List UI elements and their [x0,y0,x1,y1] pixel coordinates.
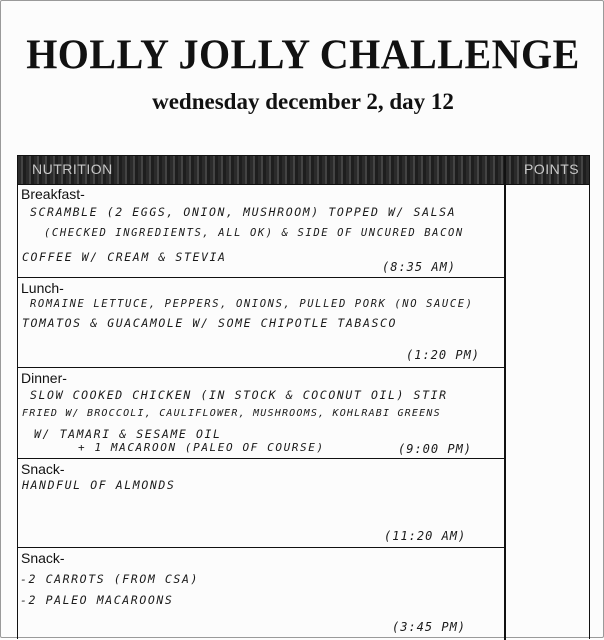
meal-line: W/ TAMARI & SESAME OIL [34,427,222,441]
meal-time: (3:45 PM) [392,620,467,634]
meal-row-dinner [18,368,505,459]
meal-time: (1:20 PM) [406,348,481,362]
meal-time: (9:00 PM) [398,442,473,456]
header-points: POINTS [524,161,580,177]
meal-time: (11:20 AM) [384,529,467,543]
meal-line: SLOW COOKED CHICKEN (IN STOCK & COCONUT OIL) STIR [30,388,448,402]
header-nutrition: NUTRITION [32,161,113,177]
meal-line: + 1 MACAROON (PALEO OF COURSE) [78,441,325,454]
meal-line: HANDFUL OF ALMONDS [22,478,176,492]
meal-label: Breakfast- [21,186,85,202]
meal-row-snack-2 [18,548,505,640]
meal-label: Lunch- [21,280,64,296]
meal-time: (8:35 AM) [382,260,457,274]
meal-line: -2 CARROTS (FROM CSA) [20,572,199,586]
meal-line: -2 PALEO MACAROONS [20,593,174,607]
meal-line: TOMATOS & GUACAMOLE W/ SOME CHIPOTLE TABASCO [22,316,398,330]
page-subtitle: wednesday december 2, day 12 [152,89,454,114]
page-title: HOLLY JOLLY CHALLENGE [26,30,580,79]
meal-line: (CHECKED INGREDIENTS, ALL OK) & SIDE OF UNCURED BACON [44,227,464,239]
meal-row-snack-1 [18,459,505,548]
meal-row-breakfast [18,184,505,278]
meal-row-lunch [18,278,505,368]
meal-line: ROMAINE LETTUCE, PEPPERS, ONIONS, PULLED PORK (NO SAUCE) [30,298,474,310]
meal-label: Snack- [21,461,65,477]
meal-label: Dinner- [21,370,67,386]
meal-line: SCRAMBLE (2 EGGS, ONION, MUSHROOM) TOPPED W/ SALSA [30,205,457,219]
meal-line: FRIED W/ BROCCOLI, CAULIFLOWER, MUSHROOMS, KOHLRABI GREENS [22,408,441,419]
meal-label: Snack- [21,550,65,566]
meal-line: COFFEE W/ CREAM & STEVIA [22,250,227,264]
nutrition-table [17,155,590,639]
